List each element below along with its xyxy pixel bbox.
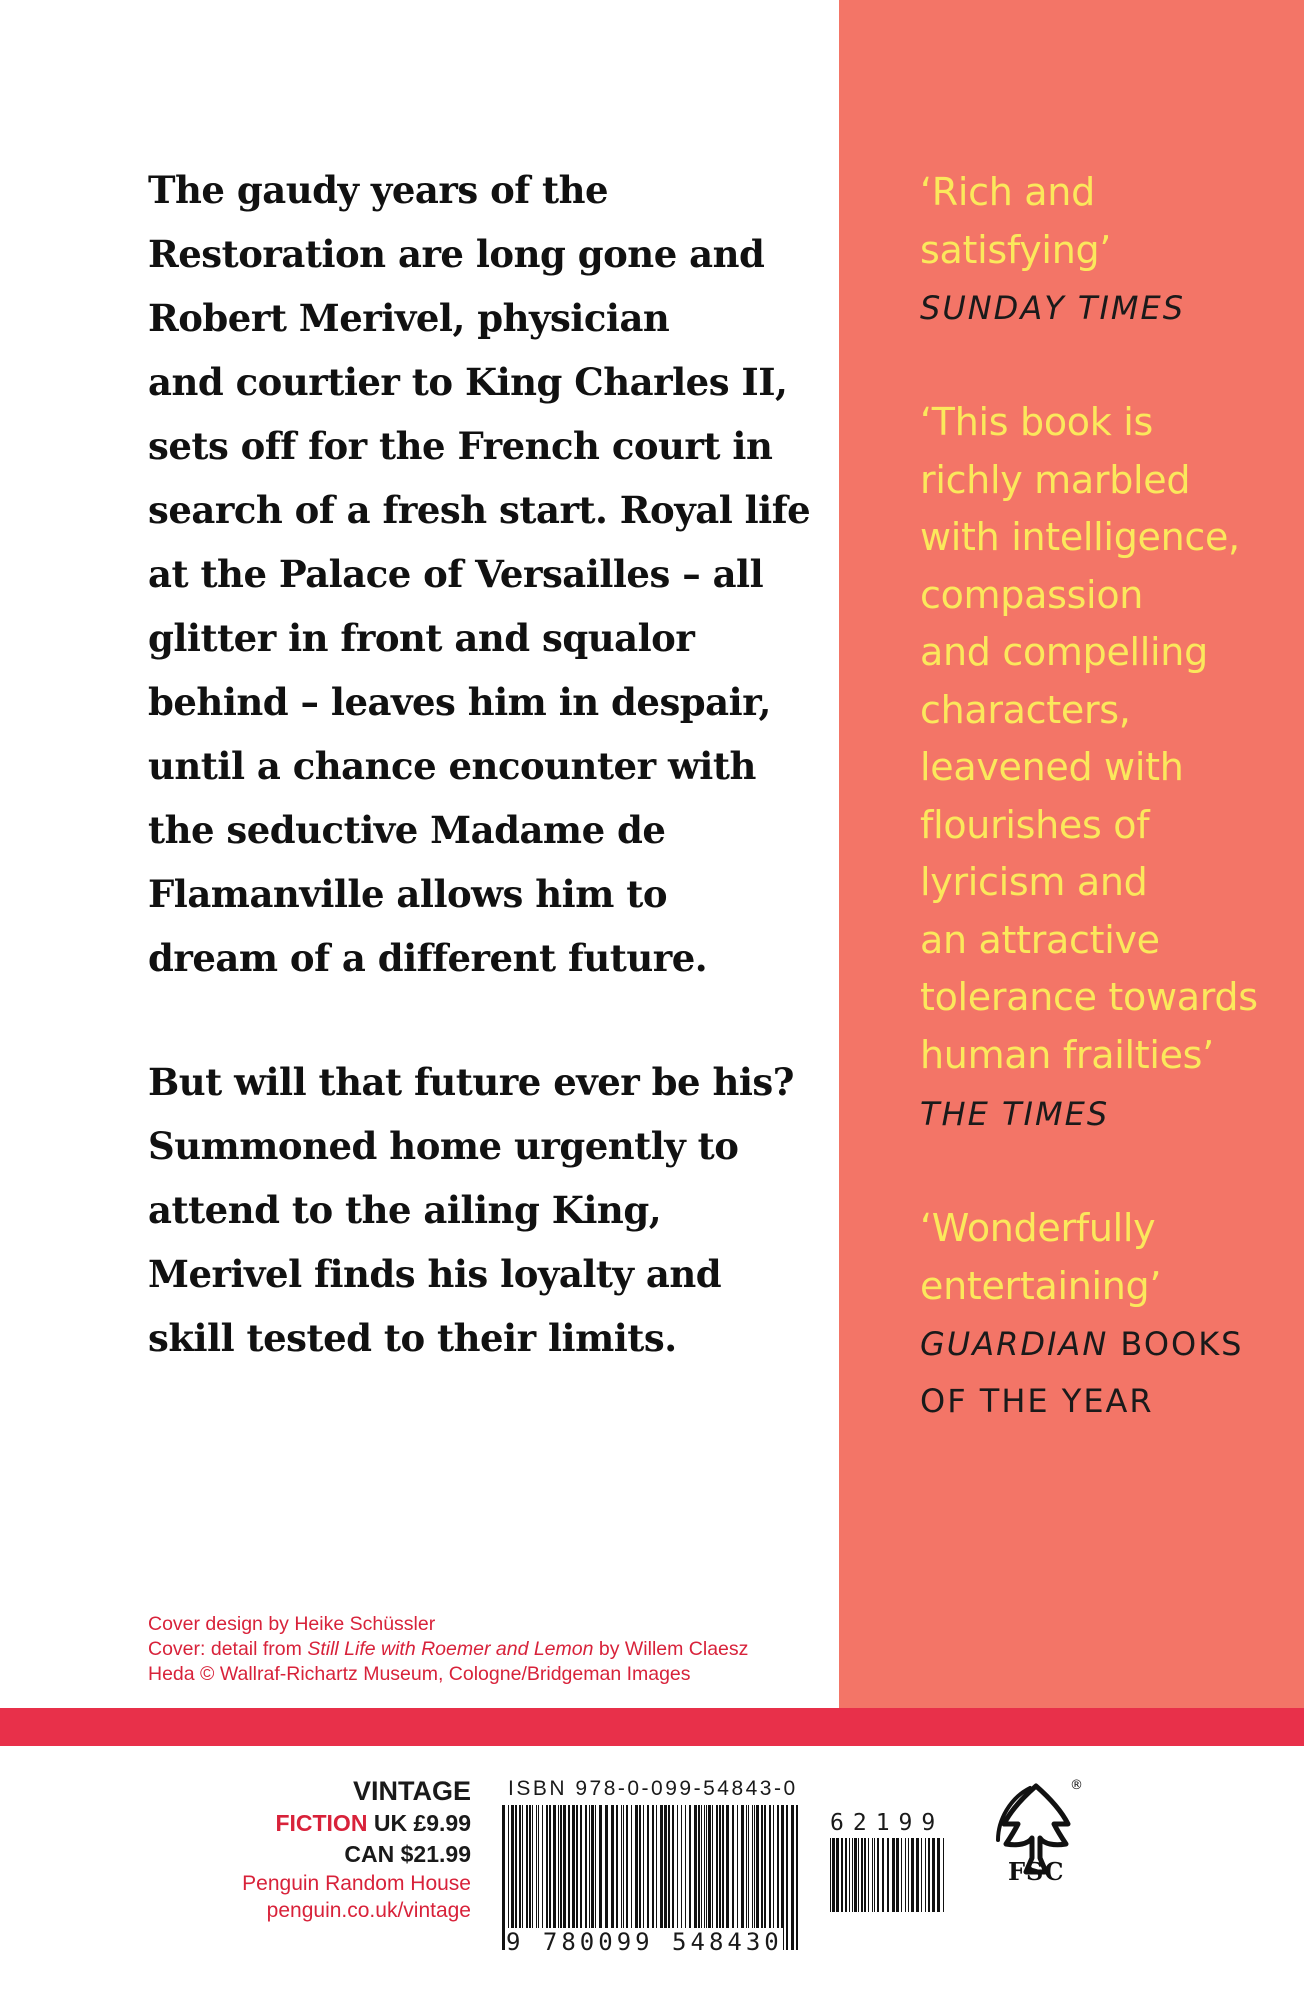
quote-line: leavened with <box>920 745 1184 789</box>
review-source-2 <box>920 1086 1109 1143</box>
barcode-bar <box>858 1838 859 1912</box>
barcode-bar <box>937 1838 940 1912</box>
category-label: FICTION <box>275 1810 368 1836</box>
fsc-label: FSC <box>1008 1857 1065 1886</box>
quote-line: with intelligence, <box>920 515 1240 559</box>
blurb-line: dream of a different future. <box>148 936 708 980</box>
blurb-line: sets off for the French court in <box>148 424 773 468</box>
quote-line: tolerance towards <box>920 975 1258 1019</box>
addon-barcode <box>828 1838 948 1912</box>
barcode-bar <box>786 1805 788 1950</box>
barcode-bar <box>943 1838 944 1912</box>
blurb-line: behind – leaves him in despair, <box>148 680 771 724</box>
barcode-bar <box>832 1838 835 1912</box>
credit-prefix: Cover: detail from <box>148 1638 308 1660</box>
price-addon-code: 62199 <box>830 1810 945 1836</box>
quote-line: and compelling <box>920 630 1208 674</box>
barcode-bar <box>932 1838 935 1912</box>
credit-suffix: by Willem Claesz <box>593 1638 749 1660</box>
painting-title: Still Life with Roemer and Lemon <box>307 1638 594 1660</box>
source-line: OF THE YEAR <box>920 1382 1154 1420</box>
barcode-bar <box>852 1838 853 1912</box>
price-can: CAN $21.99 <box>344 1841 471 1867</box>
source-name: THE TIMES <box>920 1095 1110 1133</box>
barcode-bar <box>841 1838 843 1912</box>
barcode-bar <box>864 1838 866 1912</box>
review-quote-2 <box>920 394 1258 1084</box>
barcode-bar <box>928 1838 930 1912</box>
publisher-info <box>242 1774 471 1924</box>
barcode-bar <box>916 1838 919 1912</box>
blurb-line: search of a fresh start. Royal life <box>148 488 811 532</box>
barcode-bar <box>925 1838 926 1912</box>
quote-line: lyricism and <box>920 860 1148 904</box>
imprint-name: VINTAGE <box>352 1776 471 1806</box>
barcode-bar <box>849 1838 850 1912</box>
barcode-bar <box>854 1838 857 1912</box>
barcode-bar <box>882 1838 884 1912</box>
barcode-bar <box>911 1838 914 1912</box>
quote-line: satisfying’ <box>920 227 1112 272</box>
blurb-line: skill tested to their limits. <box>148 1316 677 1360</box>
barcode-bar <box>908 1838 909 1912</box>
blurb-line: Restoration are long gone and <box>148 232 765 276</box>
barcode-bar <box>901 1838 902 1912</box>
barcode-bar <box>887 1838 889 1912</box>
blurb-line: attend to the ailing King, <box>148 1188 662 1232</box>
review-source-3 <box>920 1316 1243 1430</box>
credit-line: Heda © Wallraf-Richartz Museum, Cologne/Bridgeman Images <box>148 1663 691 1685</box>
quote-line: ‘Wonderfully <box>920 1206 1156 1250</box>
barcode-bar <box>921 1838 922 1912</box>
quote-line: ‘This book is <box>920 400 1153 444</box>
registered-mark: ® <box>1070 1778 1083 1793</box>
blurb-line: Robert Merivel, physician <box>148 296 670 340</box>
cover-credits <box>148 1612 748 1687</box>
source-rest: BOOKS <box>1108 1325 1244 1363</box>
blurb-line: Merivel finds his loyalty and <box>148 1252 722 1296</box>
credit-line: Cover design by Heike Schüssler <box>148 1613 436 1635</box>
quote-line: human frailties’ <box>920 1032 1214 1077</box>
quote-line: flourishes of <box>920 802 1150 847</box>
barcode-bar <box>830 1838 831 1912</box>
quote-line: characters, <box>920 687 1131 732</box>
quote-line: richly marbled <box>920 457 1191 502</box>
quote-line: entertaining’ <box>920 1263 1162 1308</box>
blurb-line: The gaudy years of the <box>148 168 609 212</box>
source-name: GUARDIAN <box>920 1325 1109 1363</box>
blurb-paragraph-2 <box>148 1050 828 1370</box>
barcode-bar <box>896 1838 899 1912</box>
barcode-bar <box>836 1838 839 1912</box>
barcode-bar <box>845 1838 847 1912</box>
credit-line <box>148 1637 748 1662</box>
barcode-bar <box>861 1838 863 1912</box>
review-quote-3 <box>920 1200 1161 1315</box>
review-source-1 <box>920 280 1185 337</box>
publisher-group: Penguin Random House <box>242 1872 471 1895</box>
blurb-line: at the Palace of Versailles – all <box>148 552 764 596</box>
blurb-line: and courtier to King Charles II, <box>148 360 788 404</box>
price-uk-value: UK £9.99 <box>367 1810 471 1836</box>
barcode-bar <box>502 1805 505 1950</box>
blurb-line: Summoned home urgently to <box>148 1124 739 1168</box>
blurb-line: glitter in front and squalor <box>148 616 695 660</box>
blurb-line: the seductive Madame de <box>148 808 666 852</box>
review-quote-1 <box>920 164 1111 279</box>
barcode-bar <box>905 1838 906 1912</box>
source-line <box>920 1316 1243 1373</box>
barcode-digits: 9 780099 548430 <box>506 1928 783 1956</box>
price-uk <box>242 1808 471 1839</box>
barcode-bar <box>892 1838 895 1912</box>
quote-line: ‘Rich and <box>920 170 1095 214</box>
quote-line: an attractive <box>920 917 1160 962</box>
blurb-paragraph-1 <box>148 158 828 990</box>
publisher-website: penguin.co.uk/vintage <box>266 1899 471 1922</box>
blurb-line: until a chance encounter with <box>148 744 756 788</box>
source-name: SUNDAY TIMES <box>920 289 1186 327</box>
barcode-bar <box>796 1805 798 1950</box>
red-divider-strip <box>0 1708 1304 1746</box>
quote-line: compassion <box>920 572 1144 617</box>
barcode-bar <box>791 1805 794 1950</box>
barcode-bar <box>872 1838 873 1912</box>
barcode-bar <box>874 1838 875 1912</box>
blurb-line: Flamanville allows him to <box>148 872 667 916</box>
barcode-bar <box>877 1838 879 1912</box>
isbn-label: ISBN 978-0-099-54843-0 <box>508 1777 798 1800</box>
blurb-line: But will that future ever be his? <box>148 1060 794 1104</box>
barcode-bar <box>868 1838 869 1912</box>
